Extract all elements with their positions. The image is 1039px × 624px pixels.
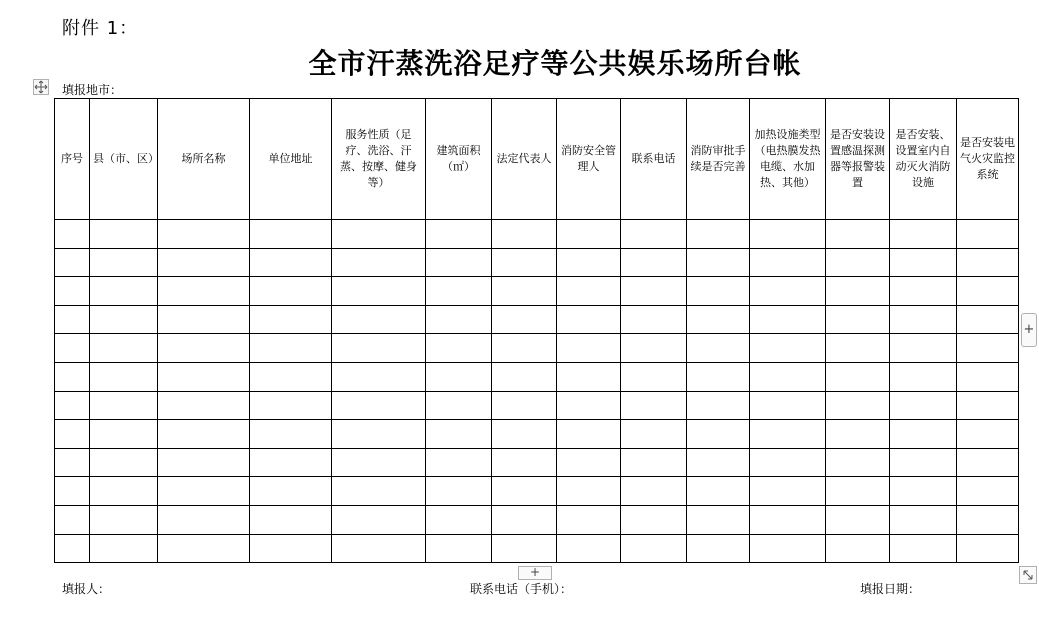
table-cell[interactable] [158, 334, 250, 363]
table-cell[interactable] [55, 534, 90, 563]
col-header: 是否安装、设置室内自动灭火消防设施 [890, 99, 957, 220]
table-cell[interactable] [492, 334, 557, 363]
table-cell[interactable] [90, 362, 158, 391]
table-cell[interactable] [55, 362, 90, 391]
table-cell[interactable] [890, 448, 957, 477]
table-cell[interactable] [426, 305, 492, 334]
table-cell[interactable] [890, 362, 957, 391]
table-cell[interactable] [687, 477, 750, 506]
table-cell[interactable] [90, 220, 158, 249]
table-cell[interactable] [890, 534, 957, 563]
table-cell[interactable] [158, 277, 250, 306]
table-cell[interactable] [158, 362, 250, 391]
table-cell[interactable] [750, 505, 826, 534]
table-cell[interactable] [426, 362, 492, 391]
table-cell[interactable] [55, 505, 90, 534]
table-cell[interactable] [250, 305, 332, 334]
date-label: 填报日期： [860, 582, 921, 596]
table-cell[interactable] [687, 362, 750, 391]
table-row [55, 305, 1019, 334]
table-cell[interactable] [957, 505, 1019, 534]
table-cell[interactable] [55, 305, 90, 334]
table-cell[interactable] [250, 505, 332, 534]
table-cell[interactable] [90, 334, 158, 363]
table-cell[interactable] [557, 391, 621, 420]
table-cell[interactable] [250, 477, 332, 506]
table-cell[interactable] [158, 391, 250, 420]
table-cell[interactable] [750, 305, 826, 334]
table-cell[interactable] [826, 362, 890, 391]
table-cell[interactable] [621, 448, 687, 477]
table-cell[interactable] [492, 420, 557, 449]
col-header: 是否安装设置感温探测器等报警装置 [826, 99, 890, 220]
table-cell[interactable] [621, 505, 687, 534]
table-cell[interactable] [957, 362, 1019, 391]
table-cell[interactable] [332, 477, 426, 506]
col-header: 消防审批手续是否完善 [687, 99, 750, 220]
table-row [55, 534, 1019, 563]
table-cell[interactable] [250, 248, 332, 277]
table-cell[interactable] [750, 534, 826, 563]
table-cell[interactable] [332, 534, 426, 563]
page-title: 全市汗蒸洗浴足疗等公共娱乐场所台帐 [308, 47, 802, 80]
table-cell[interactable] [621, 248, 687, 277]
table-cell[interactable] [557, 505, 621, 534]
table-cell[interactable] [55, 277, 90, 306]
col-header: 单位地址 [250, 99, 332, 220]
table-cell[interactable] [492, 248, 557, 277]
col-header: 加热设施类型（电热膜发热电缆、水加热、其他） [750, 99, 826, 220]
table-cell[interactable] [492, 277, 557, 306]
venue-ledger-table [54, 98, 1019, 563]
col-header: 法定代表人 [492, 99, 557, 220]
city-field-label: 填报地市： [62, 83, 123, 97]
table-cell[interactable] [957, 277, 1019, 306]
table-cell[interactable] [250, 534, 332, 563]
table-cell[interactable] [557, 305, 621, 334]
table-cell[interactable] [687, 220, 750, 249]
table-cell[interactable] [492, 448, 557, 477]
table-cell[interactable] [890, 391, 957, 420]
table-cell[interactable] [90, 248, 158, 277]
table-cell[interactable] [426, 534, 492, 563]
attachment-label: 附件 1： [62, 18, 139, 39]
table-row [55, 362, 1019, 391]
phone-label: 联系电话（手机）： [470, 582, 573, 596]
table-cell[interactable] [890, 505, 957, 534]
table-cell[interactable] [687, 305, 750, 334]
table-cell[interactable] [158, 220, 250, 249]
table-cell[interactable] [957, 220, 1019, 249]
table-cell[interactable] [158, 305, 250, 334]
table-cell[interactable] [750, 420, 826, 449]
table-cell[interactable] [826, 248, 890, 277]
table-cell[interactable] [687, 534, 750, 563]
table-cell[interactable] [687, 420, 750, 449]
table-cell[interactable] [492, 391, 557, 420]
table-cell[interactable] [426, 277, 492, 306]
table-cell[interactable] [426, 334, 492, 363]
table-row [55, 448, 1019, 477]
table-cell[interactable] [826, 391, 890, 420]
table-cell[interactable] [621, 334, 687, 363]
table-cell[interactable] [890, 277, 957, 306]
reporter-label: 填报人： [62, 582, 111, 596]
table-cell[interactable] [250, 220, 332, 249]
table-cell[interactable] [492, 505, 557, 534]
table-cell[interactable] [687, 505, 750, 534]
table-cell[interactable] [492, 305, 557, 334]
table-cell[interactable] [90, 305, 158, 334]
col-header: 联系电话 [621, 99, 687, 220]
table-cell[interactable] [332, 505, 426, 534]
col-header: 县（市、区） [90, 99, 158, 220]
table-cell[interactable] [687, 248, 750, 277]
add-row-button[interactable]: + [518, 566, 552, 580]
table-cell[interactable] [90, 505, 158, 534]
table-cell[interactable] [621, 534, 687, 563]
col-header: 场所名称 [158, 99, 250, 220]
table-cell[interactable] [55, 248, 90, 277]
table-cell[interactable] [426, 420, 492, 449]
table-cell[interactable] [750, 362, 826, 391]
table-cell[interactable] [250, 362, 332, 391]
col-header: 建筑面积（㎡） [426, 99, 492, 220]
table-cell[interactable] [957, 391, 1019, 420]
table-cell[interactable] [55, 334, 90, 363]
table-cell[interactable] [890, 248, 957, 277]
table-cell[interactable] [557, 534, 621, 563]
table-cell[interactable] [90, 277, 158, 306]
table-cell[interactable] [957, 448, 1019, 477]
table-cell[interactable] [90, 391, 158, 420]
table-cell[interactable] [158, 420, 250, 449]
table-cell[interactable] [250, 391, 332, 420]
table-cell[interactable] [557, 420, 621, 449]
table-cell[interactable] [492, 220, 557, 249]
table-move-handle-icon[interactable] [33, 79, 49, 95]
table-cell[interactable] [557, 334, 621, 363]
table-cell[interactable] [687, 391, 750, 420]
table-cell[interactable] [621, 305, 687, 334]
table-cell[interactable] [90, 534, 158, 563]
table-row [55, 505, 1019, 534]
table-cell[interactable] [621, 220, 687, 249]
col-header: 序号 [55, 99, 90, 220]
table-cell[interactable] [826, 277, 890, 306]
col-header: 消防安全管理人 [557, 99, 621, 220]
header-row [55, 99, 1019, 220]
table-cell[interactable] [55, 391, 90, 420]
table-cell[interactable] [890, 420, 957, 449]
table-cell[interactable] [890, 305, 957, 334]
table-cell[interactable] [55, 220, 90, 249]
table-cell[interactable] [557, 248, 621, 277]
table-cell[interactable] [332, 305, 426, 334]
table-cell[interactable] [826, 448, 890, 477]
table-cell[interactable] [55, 448, 90, 477]
table-cell[interactable] [621, 477, 687, 506]
table-cell[interactable] [158, 448, 250, 477]
table-cell[interactable] [750, 448, 826, 477]
col-header: 服务性质（足疗、洗浴、汗蒸、按摩、健身等） [332, 99, 426, 220]
table-cell[interactable] [55, 420, 90, 449]
table-cell[interactable] [621, 391, 687, 420]
table-cell[interactable] [332, 420, 426, 449]
table-cell[interactable] [750, 277, 826, 306]
table-cell[interactable] [890, 220, 957, 249]
table-cell[interactable] [426, 220, 492, 249]
table-cell[interactable] [957, 334, 1019, 363]
table-cell[interactable] [557, 477, 621, 506]
table-row [55, 391, 1019, 420]
table-cell[interactable] [957, 305, 1019, 334]
table-cell[interactable] [687, 448, 750, 477]
table-cell[interactable] [250, 277, 332, 306]
table-cell[interactable] [557, 220, 621, 249]
table-row [55, 420, 1019, 449]
table-cell[interactable] [957, 420, 1019, 449]
table-row [55, 334, 1019, 363]
table-cell[interactable] [957, 534, 1019, 563]
table-cell[interactable] [426, 505, 492, 534]
table-cell[interactable] [90, 477, 158, 506]
table-cell[interactable] [826, 505, 890, 534]
table-row [55, 248, 1019, 277]
table-cell[interactable] [687, 277, 750, 306]
table-cell[interactable] [826, 305, 890, 334]
table-cell[interactable] [332, 334, 426, 363]
table-cell[interactable] [957, 248, 1019, 277]
table-cell[interactable] [750, 334, 826, 363]
table-cell[interactable] [621, 420, 687, 449]
table-cell[interactable] [158, 505, 250, 534]
table-cell[interactable] [957, 477, 1019, 506]
add-column-button[interactable]: + [1021, 313, 1037, 347]
table-cell[interactable] [826, 534, 890, 563]
table-cell[interactable] [250, 334, 332, 363]
table-body [55, 220, 1019, 563]
table-row [55, 277, 1019, 306]
table-cell[interactable] [621, 277, 687, 306]
table-cell[interactable] [492, 534, 557, 563]
table-cell[interactable] [332, 362, 426, 391]
table-cell[interactable] [750, 220, 826, 249]
table-cell[interactable] [250, 448, 332, 477]
table-cell[interactable] [557, 362, 621, 391]
table-cell[interactable] [826, 477, 890, 506]
table-cell[interactable] [890, 334, 957, 363]
table-cell[interactable] [158, 477, 250, 506]
table-cell[interactable] [750, 248, 826, 277]
table-cell[interactable] [890, 477, 957, 506]
table-cell[interactable] [557, 277, 621, 306]
table-cell[interactable] [826, 334, 890, 363]
table-cell[interactable] [826, 420, 890, 449]
table-cell[interactable] [621, 362, 687, 391]
table-cell[interactable] [158, 534, 250, 563]
table-cell[interactable] [332, 220, 426, 249]
table-cell[interactable] [750, 391, 826, 420]
table-cell[interactable] [332, 448, 426, 477]
table-cell[interactable] [426, 448, 492, 477]
table-cell[interactable] [826, 220, 890, 249]
table-cell[interactable] [492, 477, 557, 506]
table-cell[interactable] [332, 248, 426, 277]
table-cell[interactable] [55, 477, 90, 506]
table-cell[interactable] [492, 362, 557, 391]
table-cell[interactable] [90, 448, 158, 477]
col-header: 是否安装电气火灾监控系统 [957, 99, 1019, 220]
table-cell[interactable] [687, 334, 750, 363]
table-cell[interactable] [426, 391, 492, 420]
table-cell[interactable] [557, 448, 621, 477]
table-cell[interactable] [332, 391, 426, 420]
table-row [55, 220, 1019, 249]
table-cell[interactable] [158, 248, 250, 277]
table-cell[interactable] [90, 420, 158, 449]
table-cell[interactable] [750, 477, 826, 506]
table-row [55, 477, 1019, 506]
table-cell[interactable] [332, 277, 426, 306]
table-cell[interactable] [426, 248, 492, 277]
table-resize-handle-icon[interactable] [1019, 566, 1037, 584]
table-cell[interactable] [250, 420, 332, 449]
table-cell[interactable] [426, 477, 492, 506]
